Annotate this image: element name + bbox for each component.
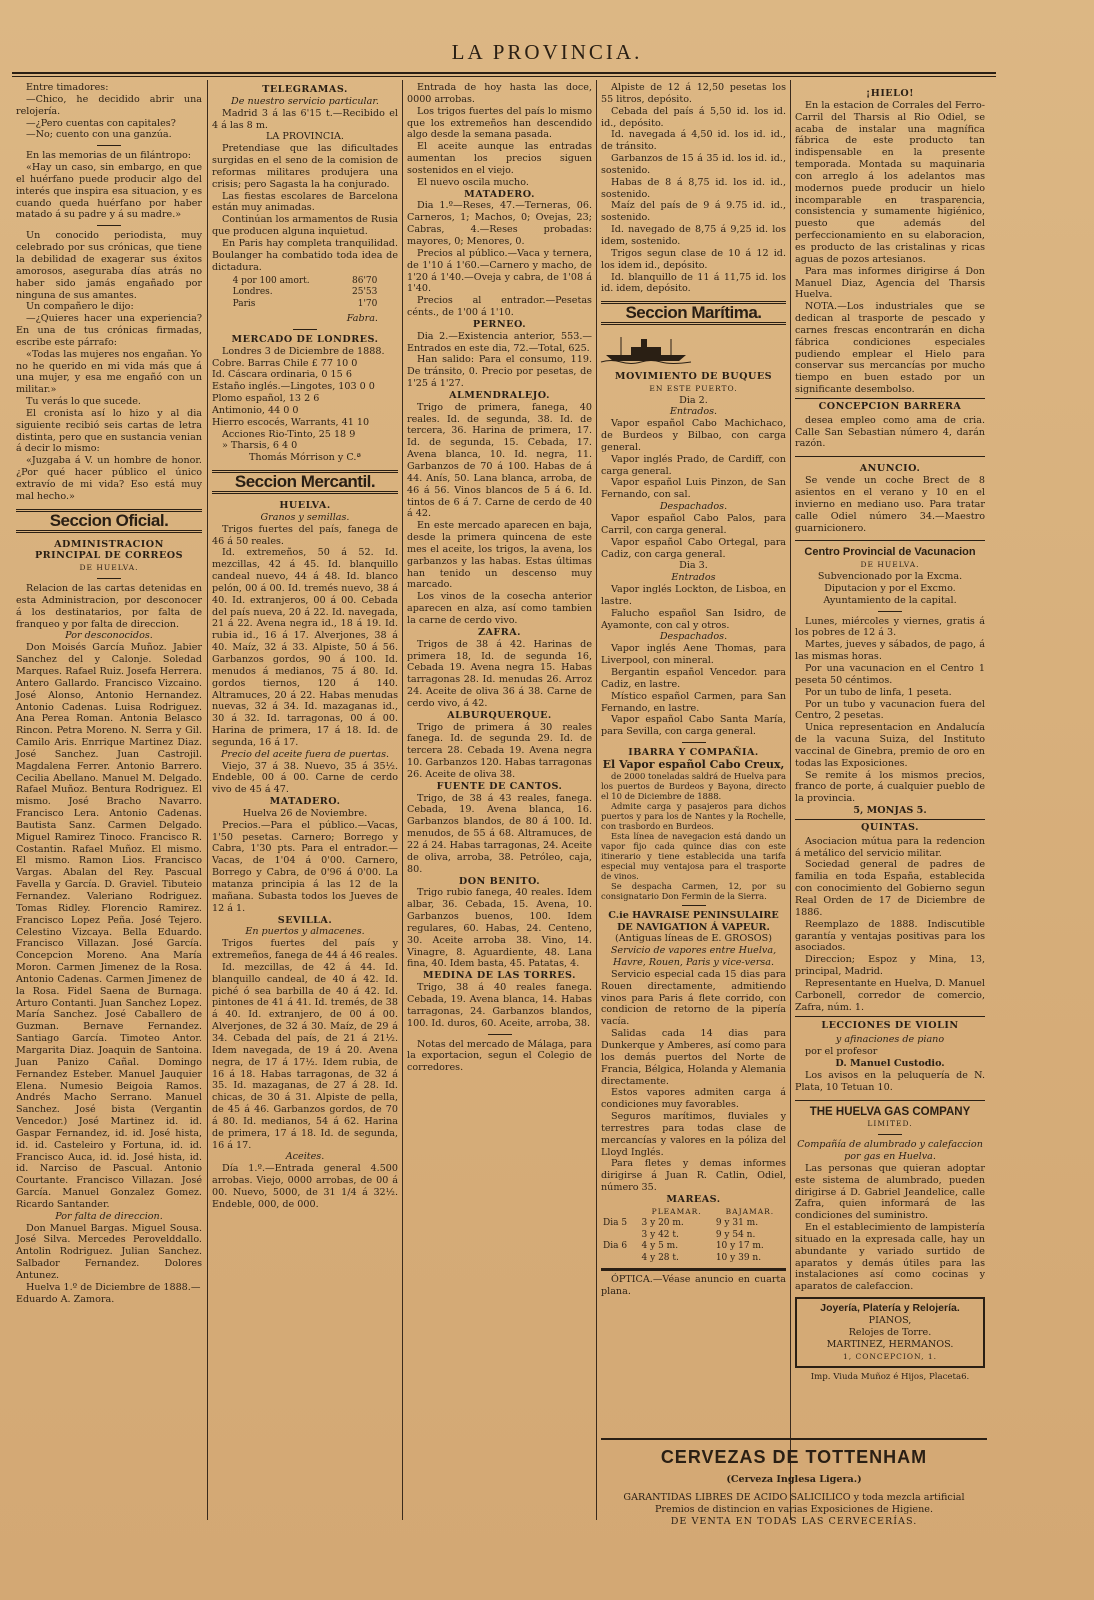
text: de 2000 toneladas saldrá de Huelva para los puertos de Burdeos y Bayona, directo el 10 de Diciembre de 1888. (601, 770, 786, 801)
address: 5, MONJAS 5. (853, 805, 927, 817)
separator (488, 1034, 512, 1035)
cell (714, 1218, 786, 1242)
subheading: Entrados (671, 572, 716, 584)
text: Vapor español Cabo Santa María, para Sevilla, con carga general. (601, 714, 786, 738)
tottenham-advert (601, 1438, 987, 1528)
text: Trigos fuertes del país y extremeños, fanega de 44 á 46 reales. (212, 938, 398, 962)
price-list: Id. extremeños, 50 á 52. Id. mezcillas, 42 á 45. Id. blanquillo candeal nuevo, 44 á 48. Id. blanco pelón, 00 á 00. Id. tremés nuevo, 38 á 40. Id. extranjeros, 00 á 00. Cebada del país nueva, 20 á 22. Id. navegada, 21 á 22. Avena negra id., 18 á 19. Id. rubia id., 16 á 17. Alverjones, 38 á 40. Maíz, 32 á 33. Alpiste, 50 á 56. Garbanzos gordos, 90 á 100. Id. menudos á medianos, 75 á 80. Id. gordos tiernos, 120 á 140. Altramuces, 20 á 22. Habas menudas nuevas, 32 á 34. Id. mazaganas id., 30 á 32. Id. tarragonas, 00 á 00. Harina de primera, 17 á 18. Id. de segunda, 16 á 17. (212, 547, 398, 748)
text: Antimonio, 44 0 0 (212, 404, 299, 416)
text: Esta línea de navegacion está dando un vapor fijo cada quince dias con este itinerario y tiene establecida una tarifa especial muy ventajosa para el trasporte de vinos. (601, 830, 786, 881)
text: Falucho español San Isidro, de Ayamonte, con cal y otros. (601, 607, 786, 631)
subheading: Aceites. (285, 1151, 325, 1163)
heading: FUENTE DE CANTOS. (436, 780, 563, 792)
text: Servicio especial cada 15 dias para Rouen directamente, admitiendo vinos para Paris á flete corrido, con condicion de retorno de la pipería vacía. (601, 968, 786, 1028)
text: Viejo, 37 á 38. Nuevo, 35 á 35½. Endeble, 00 á 00. Carne de cerdo vivo de 45 á 47. (212, 760, 398, 796)
rule (795, 1016, 985, 1017)
subheading: Por desconocidos. (65, 630, 153, 642)
text: Londres 3 de Diciembre de 1888. (222, 345, 385, 357)
text: Admite carga y pasajeros para dichos puertos y para los de Nantes y la Rochelle, con trasbordo en Burdeos. (601, 800, 786, 831)
price-list: Id. mezcillas, de 42 á 44. Id. blanquillo candeal, de 40 á 42. Id. piché ó sea barbilla de 40 á 42. Id. pintones de 41 á 41. Id. tremés, de 38 á 40. Id. extranjero, de 00 á 00. Alverjones, de 32 á 30. Maíz, de 29 á 34. Cebada del país, de 21 á 21½. Idem navegada, de 19 á 20. Avena negra, de 17 á 17½. Idem rubia, de 16 á 18. Habas tarragonas, de 32 á 35. Id. mazaganas, de 27 á 28. Id. chicas, de 30 á 31. Alpiste de pella, de 45 á 46. Garbanzos gordos, de 70 á 80. Id. medianos, 54 á 62. Harina de primera, 17 á 18. Id. de segunda, 16 á 17. (212, 961, 398, 1151)
text: Bergantin español Vencedor. para Cadiz, en lastre. (601, 666, 786, 690)
text: Relacion de las cartas detenidas en esta Administracion, por desconocer á los destinatarios, por falta de franqueo y por falta de direccion. (16, 583, 202, 630)
text: Reemplazo de 1888. Indiscutible garantía y ventajas positivas para los asociados. (795, 918, 985, 954)
heading: PERNEO. (472, 318, 527, 330)
rule (795, 398, 985, 399)
text: Las fiestas escolares de Barcelona están muy animadas. (212, 190, 398, 214)
tide-time: 9 y 54 n. (715, 1229, 756, 1240)
text: Dia 1.º—Reses, 47.—Terneras, 06. Carneros, 1; Machos, 0; Ovejas, 23; Cabras, 4.—Reses probadas: mayores, 0; Menores, 0. (407, 200, 592, 247)
text: PIANOS, (868, 1315, 912, 1326)
section-title-maritima: Seccion Marítima. (601, 301, 786, 325)
text: Lunes, miércoles y viernes, gratis á los pobres de 12 á 3. (795, 615, 985, 639)
separator (878, 1134, 902, 1135)
date: Huelva 1.º de Diciembre de 1888.— (26, 1281, 201, 1293)
heading: ¡HIELO! (866, 88, 914, 99)
subheading: DE HUELVA. (860, 560, 920, 570)
text: Continúan los armamentos de Rusia que producen alguna inquietud. (212, 214, 399, 238)
text: ÓPTICA.—Véase anuncio en cuarta plana. (601, 1274, 786, 1297)
heading: DE NAVIGATION Á VAPEUR. (617, 921, 770, 933)
text: Maíz del país de 9 á 9.75 id. id., sostenido. (601, 200, 786, 224)
subheading: De nuestro servicio particular. (231, 95, 379, 107)
cell (640, 1241, 714, 1265)
text: El cronista así lo hizo y al dia siguiente recibió seis cartas de letra distinta, pero que en sustancia venian á decir lo mismo: (16, 407, 202, 455)
subheading: EN ESTE PUERTO. (649, 383, 738, 393)
cell: Paris (232, 299, 256, 310)
text: Se remite á los mismos precios, franco de porte, á cualquier pueblo de la provincia. (795, 769, 985, 805)
text: Dia 2.—Existencia anterior, 553.—Entrados en este dia, 72.—Total, 625. (407, 330, 592, 354)
text: «Hay un caso, sin embargo, en que el huérfano puede producir algo del interés que inspira esa situacion, y es cuando queda huérfano por haber matado á su padre y á su madre.» (16, 162, 202, 221)
text: Para mas informes dirigirse á Don Manuel Diaz, Agencia del Tharsis Huelva. (795, 265, 985, 301)
rule (601, 1268, 786, 1271)
text: En la estacion de Corrales del Ferro-Carril del Tharsis al Rio Odiel, se acaba de instalar una magnífica fábrica de este producto tan indispensable en la presente temporada. Montada su maquinaria con arreglo á los adelantos mas modernos puede producir un hielo incomparable en trasparencia, consistencia y sumamente higiénico, puesto que además del perfeccionamiento en su elaboracion, es producto de las cristalinas y ricas aguas de pozos artesianos. (795, 99, 985, 265)
text: Id. blanquillo de 11 á 11,75 id. los id. idem, depósito. (601, 271, 786, 295)
tide-time: 10 y 39 n. (715, 1253, 762, 1264)
cell: BAJAMAR. (725, 1206, 775, 1216)
text: Estaño inglés.—Lingotes, 103 0 0 (212, 381, 375, 393)
price-list: Trigos de 38 á 42. Harinas de primera 18, Id. de segunda 16, Cebada 19. Avena negra 15. Habas tarragonas 28. Id. menudas 26. Arroz 24. Aceite de oliva 36 á 38. Carne de cerdo vivo, á 42. (407, 638, 592, 709)
text: Los vinos de la cosecha anterior aparecen en alza, así como tambien la carne de cerdo vivo. (407, 591, 592, 626)
cell: 4 por 100 amort. (232, 275, 310, 286)
heading: SEVILLA. (277, 914, 333, 926)
ship-name: El Vapor español Cabo Creux, (602, 757, 785, 771)
text: El aceite aunque las entradas aumentan los precios siguen sostenidos en el viejo. (407, 141, 592, 176)
cell: 86'70 (352, 275, 378, 286)
separator (97, 578, 121, 579)
text: Plomo español, 13 2 6 (212, 393, 320, 405)
text: Precios al entrador.—Pesetas cénts., de 1'00 á 1'10. (407, 295, 592, 319)
text: Cobre. Barras Chile £ 77 10 0 (212, 357, 358, 369)
text: El nuevo oscila mucho. (417, 176, 529, 188)
text: Vapor inglés Lockton, de Lisboa, en lastre. (601, 584, 786, 607)
heading: ANUNCIO. (859, 463, 921, 475)
text: GARANTIDAS LIBRES DE ACIDO SALICILICO y toda mezcla artificial (623, 1492, 965, 1503)
cell: 25'53 (352, 287, 378, 298)
text: Vapor español Cabo Palos, para Carril, con carga general. (601, 513, 786, 536)
text: Un conocido periodista, muy celebrado por sus crónicas, que tiene la debilidad de exagerar sus éxitos amorosos, aseguraba días atrás no haber sido jamás engañado por ninguna de sus amantes. (16, 230, 202, 301)
column-3 (407, 82, 592, 1587)
text: Tu verás lo que sucede. (26, 396, 141, 408)
text: Relojes de Torre. (848, 1326, 932, 1338)
text: (Antiguas líneas de E. GROSOS) (615, 933, 772, 945)
subheading: DE HUELVA. (79, 563, 139, 573)
names-list: Don Moisés García Muñoz. Jabier Sanchez del y Calonje. Soledad Marques. Rafael Ruiz. Josefa Herrera. Antero Gallardo. Francisco Vizcaino. José Alonso, Antonio Hernandez. Antonio Cadenas. Luisa Rodriguez. Ana Perea Roman. Antonia Belasco Rincon. Petra Moreno. N. Serra y Gil. Camilo Aris. Enrrique Martinez Diaz. José Sanchez. Juan Castrojil. Magdalena Ferrer. Antonio Barrero. Cecilia Abellano. Manuel M. Delgado. Rafael Muñoz. Bentura Rodriguez. El mismo. José Bracho Navarro. Francisco Lera. Antonio Cadenas. Bautista Sanz. Carmen Delgado. Miguel Ramirez Tinoco. Francisco R. Costantin. Rafael Muñoz. El mismo. El mismo. Ramon Lios. Francisco Vargas. Abalan del Rey. Pascual Favella y García. D. Graviel. Tibuteio Fernandez. Valeriano Rodriguez. Tomas Ridley. Florencio Ramirez. Francisco Lopez Peña. José Tejero. Celestino Vizcaya. Bella Eduardo. Francisco Villazan. José García. Concepcion Moreno. Ana María Moron. Carmen Jimenez de la Rosa. Antonio Cadenas. Carmen Jimenez de la Rosa. Fidel Saena de Burnaga. Arturo Contanti. Juan Sanchez Lopez. María Sanchez. José Caballero de Guzman. Bernave Fernandez. Santiago García. Timoteo Antor. Margarita Diaz. Joaquin de Santoina. Juan Panizo Cañal. Domingo Fernandez Esteber. Manuel Jauquier Elena. Numesio Beigoia Ramos. Andrés Macho Serrano. Manuel Sanchez. José bista (Vergantin Vencedor.) José Martinez id. id. Gaspar Fernandez, id. id. José hista, id. id. Casteleiro y Fortuna, id. id. Francisco Auca, id. id. José hista, id. id. Narciso de Pascual. Antonio Courtante. Francisco Villazan. José García. Manuel Gonzalez Gomez. Ricardo Santander. (16, 642, 202, 1210)
heading: ALBURQUERQUE. (447, 709, 552, 721)
text: Estos vapores admiten carga á condiciones muy favorables. (601, 1087, 786, 1111)
text: Garbanzos de 15 á 35 id. los id. id., sostenido. (601, 153, 786, 176)
subheading: Despachados. (659, 501, 728, 513)
text: —¿Quieres hacer una experiencia? En una de tus crónicas firmadas, escribe este párrafo: (16, 313, 202, 348)
text: —¿Pero cuentas con capitales? (26, 117, 176, 129)
text: Por una vacunacion en el Centro 1 peseta 50 céntimos. (795, 662, 985, 686)
heading: MERCADO DE LONDRES. (231, 333, 379, 345)
text: Alpiste de 12 á 12,50 pesetas los 55 litros, depósito. (601, 82, 786, 105)
separator (878, 611, 902, 612)
text: Unica representacion en Andalucía de la vacuna Suiza, del Instituto vaccinal de Ginebra, premio de oro en todas las Exposiciones. (795, 722, 985, 769)
text: Se vende un coche Brect de 8 asientos en el verano y 10 en el invierno en mediano uso. Para tratar calle Odiel número 34.—Maestro guarnicionero. (795, 475, 985, 534)
heading: PRINCIPAL DE CORREOS (34, 550, 184, 562)
text: Vapor español Cabo Machichaco, de Burdeos y Bilbao, con carga general. (601, 418, 786, 453)
heading: ALMENDRALEJO. (449, 389, 550, 401)
price-list: Trigo, 38 á 40 reales fanega. Cebada, 19. Avena blanca, 14. Habas tarragonas, 24. Garbanzos blandos, 100. Id. duros, 60. Aceite, arroba, 38. (407, 982, 592, 1029)
cell (714, 1241, 786, 1265)
column-divider (790, 80, 791, 1520)
text: Los trigos fuertes del país lo mismo que los extremeños han descendido algo desde la semana pasada. (407, 105, 592, 141)
text: Un compañero le dijo: (26, 301, 134, 313)
text: Vapor español Cabo Ortegal, para Cadiz, con carga general. (601, 536, 786, 560)
separator (293, 329, 317, 330)
tide-time: 4 y 5 m. (641, 1241, 679, 1252)
column-divider (207, 80, 208, 1520)
separator (97, 145, 121, 146)
heading: QUINTAS. (861, 821, 919, 833)
text: Vapor inglés Prado, de Cardiff, con carga general. (601, 453, 786, 477)
names-list: Don Manuel Bargas. Miguel Sousa. José Silva. Mercedes Perovelddallo. Antolin Rodriguez. Julian Sanchez. Salbador Fernandez. Dolores Antunez. (16, 1222, 202, 1281)
separator (682, 742, 706, 743)
text: Vapor inglés Aene Thomas, para Liverpool, con mineral. (601, 643, 786, 667)
text: En las memorias de un filántropo: (26, 150, 191, 162)
heading: THE HUELVA GAS COMPANY (809, 1105, 971, 1118)
signature: Fabra. (346, 313, 378, 325)
text: Cebada del país á 5,50 id. los id. id., depósito. (601, 105, 786, 129)
rule (795, 456, 985, 457)
text: «Juzgaba á V. un hombre de honor. ¿Por qué hacer público el único extravío de mi vida? Eso está muy mal hecho.» (16, 455, 202, 502)
top-rule-thin (12, 76, 996, 77)
text: Pretendiase que las dificultades surgidas en el seno de la comision de reformas militares produjera una crisis; pero Sagasta la ha conjurado. (212, 143, 398, 190)
text: Precios al público.—Vaca y ternera, de 1'10 á 1'60.—Carnero y macho, de 1'20 á 1'40.—Oveja y cabra, de 1'08 á 1'40. (407, 247, 592, 295)
text: Acciones Rio-Tinto, 25 18 9 (222, 428, 356, 440)
heading: MOVIMIENTO DE BUQUES (614, 370, 773, 382)
text: por el profesor (805, 1046, 878, 1058)
text: Asociacion mútua para la redencion á metálico del servicio militar. (795, 835, 985, 859)
subheading: Por falta de direccion. (55, 1210, 163, 1222)
text: MARTINEZ, HERMANOS. (826, 1338, 954, 1350)
tide-time: 3 y 20 m. (641, 1217, 684, 1228)
text: Las personas que quieran adoptar este sistema de alumbrado, pueden dirigirse á D. Gabriel Jeandelice, calle Zafra, quien informará de las condiciones del suministro. (795, 1162, 985, 1222)
column-4 (601, 82, 786, 1297)
heading: LECCIONES DE VIOLIN (821, 1020, 959, 1032)
tides-table (601, 1206, 786, 1265)
text: «Todas las mujeres nos engañan. Yo no he querido en mi vida más que á una mujer, y esa me engañó con un militar.» (16, 348, 202, 396)
subheading: Entrados. (669, 406, 718, 418)
text: Día 1.º.—Entrada general 4.500 arrobas. Viejo, 0000 arrobas, de 00 á 00. Nuevo, 5000, de 31 1/4 á 32½. Endeble, 000, de 000. (212, 1163, 398, 1210)
advert-title: CERVEZAS DE TOTTENHAM (660, 1447, 928, 1467)
rule (795, 540, 985, 541)
cell: Dia 6 (603, 1241, 628, 1252)
text: Místico español Carmen, para San Fernando, en lastre. (601, 690, 786, 714)
text: Entre timadores: (26, 82, 109, 93)
text: Por un tubo de linfa, 1 peseta. (805, 686, 952, 698)
price-list: Trigo, de 38 á 43 reales, fanega. Cebada, 19. Avena blanca, 16. Garbanzos blandos, de 80 á 100. Id. menudos, de 55 á 68. Altramuces, de 22 á 24. Habas tarragonas, 24. Aceite de oliva, arroba, 38. Petróleo, caja, 80. (407, 792, 592, 875)
text: Notas del mercado de Málaga, para la exportacion, segun el Colegio de corredores. (407, 1038, 592, 1074)
subheading: y afinaciones de piano (835, 1034, 945, 1046)
text: Entrada de hoy hasta las doce, 0000 arrobas. (407, 82, 592, 105)
tide-time: 3 y 42 t. (641, 1229, 679, 1240)
column-divider (402, 80, 403, 1520)
text: Hierro escocés, Warrants, 41 10 (212, 416, 370, 428)
text: Id. Cáscara ordinaria, 0 15 6 (212, 369, 352, 381)
heading: MAREAS. (666, 1193, 721, 1205)
text: Habas de 8 á 8,75 id. los id. id., sostenido. (601, 176, 786, 200)
heading: MATADERO. (464, 188, 535, 200)
column-divider (596, 80, 597, 1520)
text: NOTA.—Los industriales que se dedican al trasporte de pescado y carnes frescas encontrarán en dicha fábrica condiciones especiales pudiendo emplear el Hielo para conservar sus mercancías por mucho tiempo en buen estado por un significante desembolso. (795, 301, 985, 396)
quotes-table (231, 276, 380, 312)
heading: MATADERO. (269, 796, 341, 808)
section-title-oficial: Seccion Oficial. (16, 509, 202, 533)
text: (Cerveza Inglesa Ligera.) (726, 1474, 862, 1485)
cell (640, 1218, 714, 1242)
text: Martes, jueves y sábados, de pago, á las mismas horas. (795, 639, 985, 663)
text: Dia 3. (679, 560, 708, 572)
cell: PLEAMAR. (651, 1206, 702, 1216)
text: Id. navegada á 4,50 id. los id. id., de tránsito. (601, 129, 786, 153)
text: DE VENTA EN TODAS LAS CERVECERÍAS. (670, 1516, 918, 1527)
heading: DON BENITO. (458, 875, 541, 887)
heading: HUELVA. (279, 500, 331, 511)
jewelry-advert (795, 1297, 985, 1368)
tide-time: 4 y 28 t. (641, 1253, 679, 1264)
tide-time: 10 y 17 m. (715, 1241, 764, 1252)
heading: Centro Provincial de Vacunacion (804, 546, 976, 559)
tide-time: 9 y 31 m. (715, 1217, 759, 1228)
text: Vapor español Luis Pinzon, de San Fernando, con sal. (601, 477, 786, 501)
text: Dia 2. (679, 394, 708, 406)
subheading: Despachados. (659, 631, 728, 643)
text: Id. navegado de 8,75 á 9,25 id. los idem, sostenido. (601, 224, 786, 247)
top-rule (12, 72, 996, 74)
steamship-icon (601, 335, 691, 363)
text: Los avisos en la peluquería de N. Plata, 10 Tetuan 10. (795, 1069, 985, 1093)
text: En este mercado aparecen en baja, desde la primera quincena de este mes el aceite, los trigos, la avena, los garbanzos y las habas. Estas últimas han tenido un descenso muy marcado. (407, 520, 592, 591)
text: Por un tubo y vacunacion fuera del Centro, 2 pesetas. (795, 698, 985, 722)
signature: Eduardo A. Zamora. (16, 1293, 115, 1305)
text: Subvencionado por la Excma. Diputacion y por el Excmo. Ayuntamiento de la capital. (817, 571, 963, 606)
rule (795, 1100, 985, 1101)
price-list: Trigo rubio fanega, 40 reales. Idem albar, 36. Cebada, 15. Avena, 10. Garbanzos buenos, 100. Idem regulares, 60. Habas, 24. Centeno, 30. Aceite arroba 38. Vino, 14. Vinagre, 8. Aguardiente, 48. Lana fina, 40. Idem basta, 45. Patatas, 4. (407, 887, 592, 970)
heading: ZAFRA. (477, 626, 521, 638)
text: Huelva 26 de Noviembre. (242, 807, 368, 819)
masthead: LA PROVINCIA. (451, 40, 643, 64)
text: Madrid 3 á las 6'15 t.—Recibido el 4 á las 8 m. (212, 107, 398, 131)
text: Para fletes y demas informes dirigirse á Juan R. Catlin, Odiel, número 35. (601, 1158, 786, 1194)
text: —No; cuento con una ganzúa. (26, 129, 172, 141)
subheading: Precio del aceite fuera de puertas. (220, 748, 390, 760)
text: Se despacha Carmen, 12, por su consignatario Don Fermin de la Sierra. (601, 880, 786, 901)
text: Salidas cada 14 dias para Dunkerque y Amberes, así como para los demás puertos del Norte de Francia, Bélgica, Holanda y Alemania directamente. (601, 1028, 786, 1087)
heading: CONCEPCION BARRERA (818, 400, 962, 412)
text: Trigos fuertes del país, fanega de 46 á 50 reales. (212, 523, 398, 547)
heading: MEDINA DE LAS TORRES. (423, 970, 576, 982)
column-5 (795, 82, 985, 1417)
text: 1, CONCEPCION, 1. (842, 1351, 938, 1361)
cell: Londres. (232, 287, 273, 298)
text: En el establecimiento de lampistería situado en la expresada calle, hay un abundante y variado surtido de aparatos y demás útiles para las instalaciones así como cocinas y aparatos de calefaccion. (795, 1222, 985, 1293)
column-2 (212, 82, 398, 1587)
text: —Chico, he decidido abrir una relojería. (16, 93, 202, 117)
text: Trigos segun clase de 10 á 12 id. los idem id., depósito. (601, 247, 786, 271)
heading: IBARRA Y COMPAÑIA. (628, 747, 759, 759)
text: Representante en Huelva, D. Manuel Carbonell, corredor de comercio, Zafra, núm. 1. (795, 977, 985, 1013)
subheading: Granos y semillas. (260, 511, 350, 523)
column-1 (16, 82, 202, 1587)
text: LA PROVINCIA. (266, 131, 344, 143)
heading: C.ie HAVRAISE PENINSULAIRE (608, 909, 779, 921)
text: Seguros marítimos, fluviales y terrestres para todas clase de mercancías y valores en la póliza del Lloyd Inglés. (601, 1111, 786, 1158)
text: » Tharsis, 6 4 0 (222, 440, 298, 452)
text: Precios.—Para el público.—Vacas, 1'50 pesetas. Carnero; Borrego y Cabra, 1'30 pts. Para el entrador.—Vacas, de 1'04 á 0'00. Carnero, Borrego y Cabra, de 0'96 á 0'00. La matanza principia á las 12 de la mañana. Subasta todos los Jueves de 12 á 1. (212, 819, 398, 914)
heading: TELEGRAMAS. (262, 84, 348, 95)
subheading: En puertos y almacenes. (245, 926, 365, 938)
cell: Dia 5 (603, 1217, 628, 1228)
text: En Paris hay completa tranquilidad. Boulanger ha combatido toda idea de dictadura. (212, 237, 398, 273)
text: Compañía de alumbrado y calefaccion por gas en Huelva. (797, 1139, 983, 1163)
advert-title: Joyería, Platería y Relojería. (820, 1302, 960, 1315)
section-title-mercantil: Seccion Mercantil. (212, 470, 398, 494)
heading: ADMINISTRACION (54, 538, 164, 550)
cell: 1'70 (357, 299, 378, 310)
price-list: Trigo de primera á 30 reales fanega. Id. de segunda 29. Id. de tercera 28. Cebada 19. Avena negra 10. Garbanzos 120. Habas tarragonas 26. Aceite de oliva 38. (407, 721, 592, 780)
text: Direccion; Espoz y Mina, 13, principal, Madrid. (795, 954, 985, 978)
subheading: LIMITED. (867, 1119, 913, 1129)
separator (682, 905, 706, 906)
text: Han salido: Para el consumo, 119. De tránsito, 0. Precio por pesetas, de 1'25 á 1'27. (407, 354, 592, 390)
signature: Thomás Mórrison y C.ª (249, 452, 361, 464)
rule (795, 819, 985, 820)
text: Premios de distincion en varias Exposiciones de Higiene. (654, 1504, 934, 1515)
price-list: Trigo de primera, fanega, 40 reales. Id. de segunda, 38. Id. de tercera, 36. Harina de primera, 17. Id. de segunda, 15. Cebada, 17. Avena blanca, 10. Id. negra, 11. Garbanzos de 70 á 100. Habas de á 44. Anís, 50. Lana blanca, arroba, de 46 á 56. Vinos blancos de 5 á 6. Id. tintos de 6 á 7. Carne de cerdo de 40 á 42. (407, 401, 592, 520)
text: D. Manuel Custodio. (835, 1057, 945, 1069)
text: Sociedad general de padres de familia en toda España, establecida con conocimiento del Gobierno segun Real Orden de 17 de Diciembre de 1886. (795, 859, 985, 918)
cell (601, 1206, 640, 1218)
text: desea empleo como ama de cria. Calle San Sebastian número 4, darán razón. (795, 414, 985, 450)
separator (97, 225, 121, 226)
printer-imprint: Imp. Viuda Muñoz é Hijos, Placeta6. (810, 1372, 970, 1383)
text: Servicio de vapores entre Huelva, Havre, Rouen, Paris y vice-versa. (610, 945, 777, 969)
